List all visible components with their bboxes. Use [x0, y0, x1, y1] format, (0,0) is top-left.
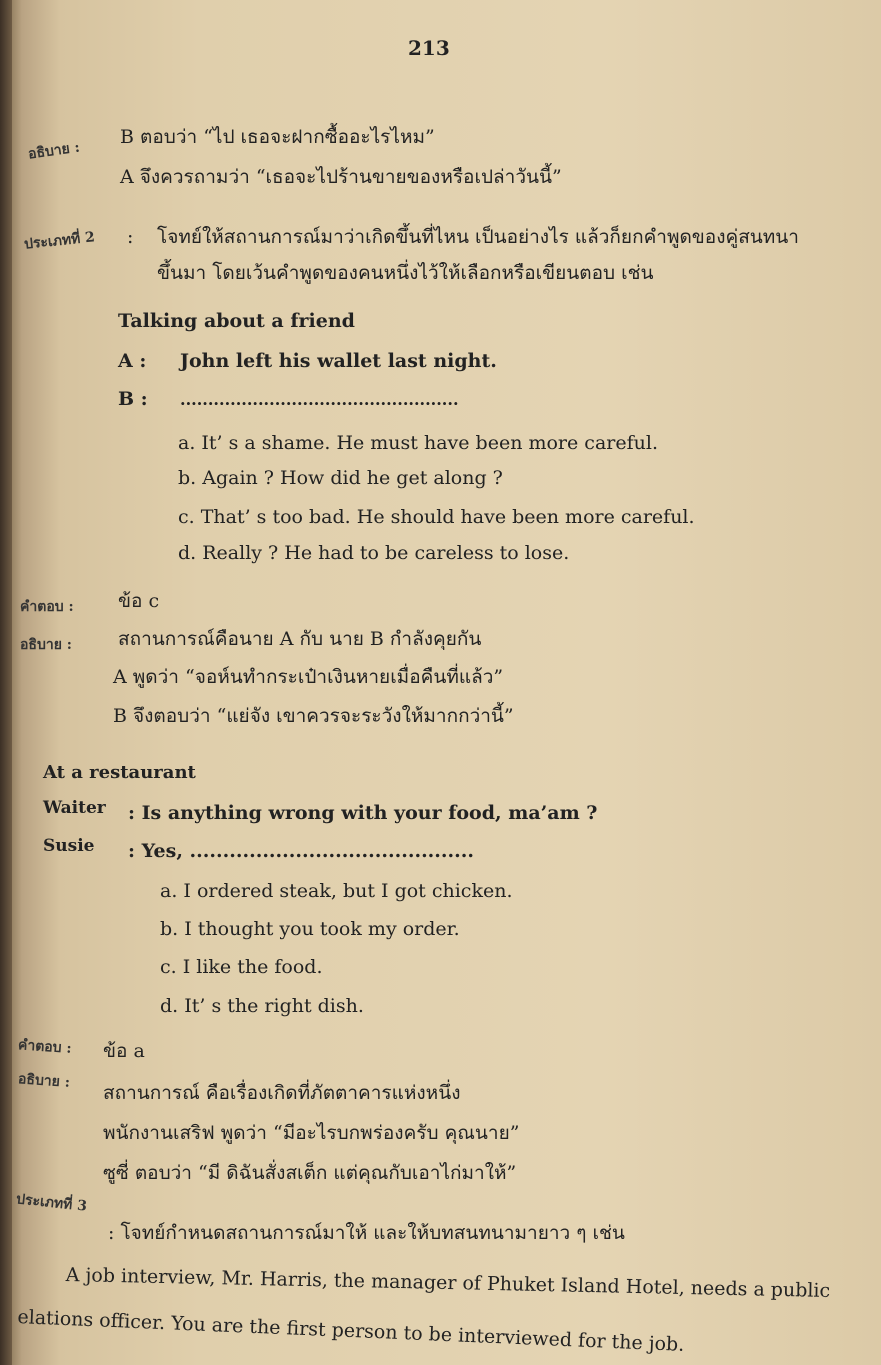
option-c: c. That’ s too bad. He should have been more careful.: [178, 506, 695, 528]
explain-line-2: พนักงานเสริฟ พูดว่า “มีอะไรบกพร่องครับ คุณนาย”: [103, 1122, 520, 1144]
speaker-a: A :: [118, 350, 147, 372]
speaker-a-line: John left his wallet last night.: [180, 350, 497, 372]
waiter-line: : Is anything wrong with your food, ma’am ?: [128, 802, 598, 824]
explain-line-3: B จึงตอบว่า “แย่จัง เขาควรจะระวังให้มากกว่านี้”: [113, 705, 514, 727]
answer-value: ข้อ a: [103, 1040, 145, 1062]
example-2-heading: At a restaurant: [43, 762, 196, 783]
type-2-colon: :: [127, 226, 134, 248]
paragraph-line-2: elations officer. You are the first person to be interviewed for the job.: [17, 1306, 685, 1356]
answer-value: ข้อ c: [118, 590, 160, 612]
explain-line-1: สถานการณ์ คือเรื่องเกิดที่ภัตตาคารแห่งหนึ่ง: [103, 1082, 461, 1104]
answer-label: คำตอบ :: [20, 599, 74, 615]
explain-label: อธิบาย :: [17, 1071, 71, 1091]
type-3-label: ประเภทที่ 3: [15, 1191, 88, 1215]
speaker-b: B :: [118, 388, 148, 410]
explain-label: อธิบาย :: [27, 139, 81, 163]
type-2-desc-2: ขึ้นมา โดยเว้นคำพูดของคนหนึ่งไว้ให้เลือกหรือเขียนตอบ เช่น: [157, 262, 654, 284]
option-c: c. I like the food.: [160, 956, 323, 978]
example-1-heading: Talking about a friend: [118, 310, 355, 332]
speaker-susie: Susie: [43, 836, 95, 856]
type-2-label: ประเภทที่ 2: [23, 229, 96, 253]
option-b: b. I thought you took my order.: [160, 918, 460, 940]
explain-label: อธิบาย :: [20, 637, 72, 653]
type-2-desc-1: โจทย์ให้สถานการณ์มาว่าเกิดขึ้นที่ไหน เป็นอย่างไร แล้วก็ยกคำพูดของคู่สนทนา: [157, 226, 799, 248]
explain-line-b: B ตอบว่า “ไป เธอจะฝากซื้ออะไรไหม”: [120, 126, 435, 148]
option-a: a. It’ s a shame. He must have been more careful.: [178, 432, 658, 454]
paragraph-line-1: A job interview, Mr. Harris, the manager of Phuket Island Hotel, needs a public: [65, 1264, 831, 1303]
explain-line-1: สถานการณ์คือนาย A กับ นาย B กำลังคุยกัน: [118, 628, 482, 650]
explain-line-3: ซูซี่ ตอบว่า “มี ดิฉันสั่งสเต็ก แต่คุณกับเอาไก่มาให้”: [103, 1162, 517, 1184]
option-b: b. Again ? How did he get along ?: [178, 467, 503, 489]
option-d: d. It’ s the right dish.: [160, 995, 364, 1017]
explain-line-2: A พูดว่า “จอห์นทำกระเป๋าเงินหายเมื่อคืนที่แล้ว”: [113, 666, 504, 688]
page-number: 213: [408, 36, 450, 60]
type-3-line: : โจทย์กำหนดสถานการณ์มาให้ และให้บทสนทนามายาว ๆ เช่น: [108, 1222, 625, 1244]
answer-blank: ..................................................: [180, 390, 459, 409]
answer-label: คำตอบ :: [17, 1037, 73, 1057]
book-spine: [0, 0, 12, 1365]
speaker-waiter: Waiter: [43, 798, 106, 818]
option-a: a. I ordered steak, but I got chicken.: [160, 880, 513, 902]
susie-line: : Yes, ...........................................: [128, 840, 474, 862]
explain-line-a: A จึงควรถามว่า “เธอจะไปร้านขายของหรือเปล่าวันนี้”: [120, 166, 562, 188]
option-d: d. Really ? He had to be careless to lose.: [178, 542, 570, 564]
